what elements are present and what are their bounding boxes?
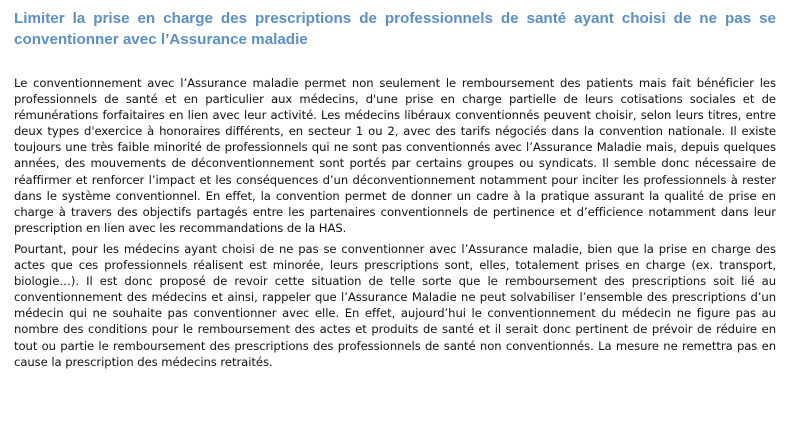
paragraph-conventionnement: Le conventionnement avec l’Assurance maladie permet non seulement le remboursement des patients mais fait bénéficier les professionnels de santé et en particulier aux médecins, d'une prise en charge partielle de leurs cotisations sociales et de rémunérations forfaitaires en lien avec leur activité. Les médecins libéraux conventionnés peuvent choisir, selon leurs titres, entre deux types d'exercice à honoraires différents, en secteur 1 ou 2, avec des tarifs négociés dans la convention nationale. Il existe toujours une très faible minorité de professionnels qui ne sont pas conventionnés avec l’Assurance Maladie mais, depuis quelques années, des mouvements de déconventionnement sont portés par certains groupes ou syndicats. Il semble donc nécessaire de réaffirmer et renforcer l’impact et les conséquences d’un déconventionnement notamment pour inciter les professionnels à rester dans le système conventionnel. En effet, la convention permet de donner un cadre à la pratique assurant la qualité de prise en charge à travers des objectifs partagés entre les partenaires conventionnels de pertinence et d’efficience notamment dans leur prescription en lien avec les recommandations de la HAS. [14, 76, 776, 235]
section-title: Limiter la prise en charge des prescriptions de professionnels de santé ayant choisi de ne pas se conventionner avec l’Assurance maladie [14, 10, 776, 48]
document-page [14, 8, 776, 370]
paragraph-prescriptions: Pourtant, pour les médecins ayant choisi de ne pas se conventionner avec l’Assurance maladie, bien que la prise en charge des actes que ces professionnels réalisent est minorée, leurs prescriptions sont, elles, totalement prises en charge (ex. transport, biologie…). Il est donc proposé de revoir cette situation de telle sorte que le remboursement des prescriptions soit lié au conventionnement des médecins et ainsi, rappeler que l’Assurance Maladie ne peut solvabiliser l’ensemble des prescriptions d’un médecin qui ne souhaite pas conventionner avec elle. En effet, aujourd’hui le conventionnement du médecin ne figure pas au nombre des conditions pour le remboursement des actes et produits de santé et il serait donc pertinent de prévoir de réduire en tout ou partie le remboursement des prescriptions des professionnels de santé non conventionnés. La mesure ne remettra pas en cause la prescription des médecins retraités. [14, 241, 776, 369]
